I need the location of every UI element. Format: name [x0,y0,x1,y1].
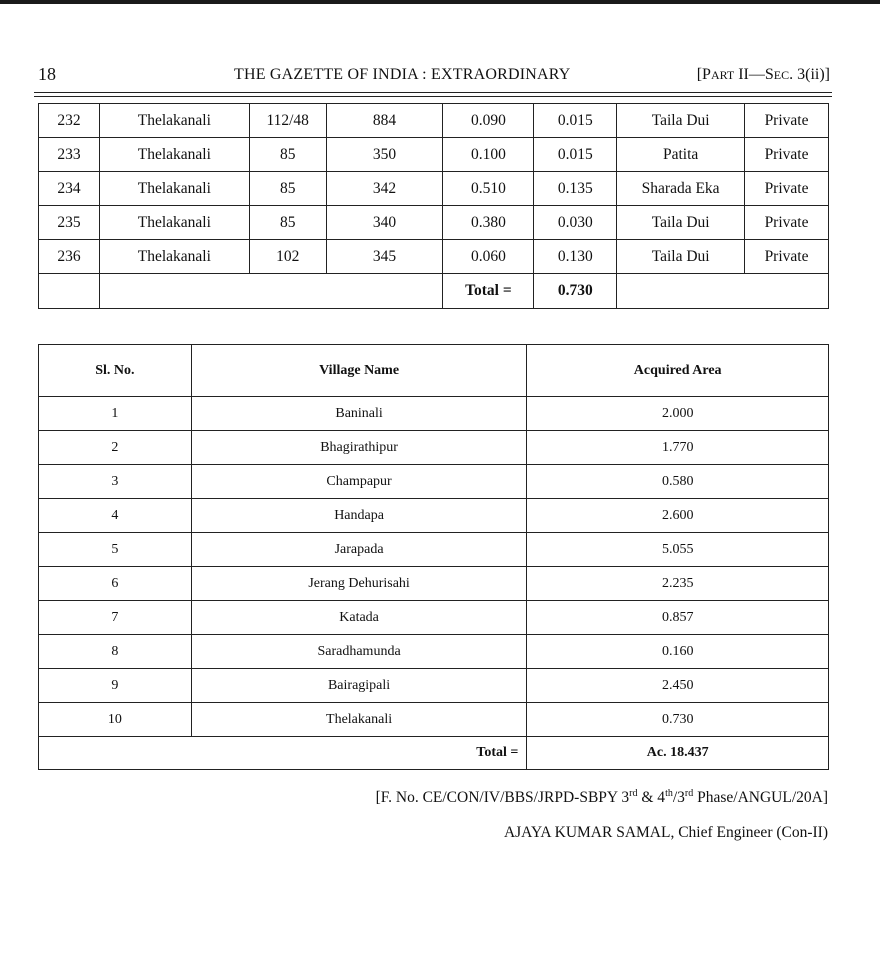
table-row [39,703,829,737]
table-cell: 2.450 [527,669,829,703]
table-cell: 234 [39,172,100,206]
table-cell: 6 [39,567,192,601]
table-row [39,635,829,669]
table-row [39,533,829,567]
table-cell: 884 [326,104,443,138]
table-cell: 0.015 [534,138,617,172]
table-row [39,669,829,703]
table-cell: Taila Dui [617,104,745,138]
table-cell: 0.730 [527,703,829,737]
table-row [39,431,829,465]
table-row [39,567,829,601]
plots-total-row [39,274,829,309]
table-cell: Patita [617,138,745,172]
table-cell: 235 [39,206,100,240]
table-cell: Champapur [191,465,527,499]
table-cell: 350 [326,138,443,172]
table-header-row [39,345,829,397]
table-cell: 0.135 [534,172,617,206]
table-row [39,172,829,206]
table-cell: Thelakanali [99,206,249,240]
table-cell: 345 [326,240,443,274]
table-cell: Private [745,240,829,274]
table-cell: 0.100 [443,138,534,172]
table-cell: Thelakanali [99,138,249,172]
total-value: 0.730 [534,274,617,309]
table-cell: Taila Dui [617,240,745,274]
table-cell: 2.235 [527,567,829,601]
total-label: Total = [443,274,534,309]
table-cell: 0.030 [534,206,617,240]
table-row [39,465,829,499]
table-cell: 0.857 [527,601,829,635]
table-cell: 85 [249,138,326,172]
table-cell: 2.000 [527,397,829,431]
gazette-header [38,64,830,86]
column-header: Sl. No. [39,345,192,397]
table-cell: 10 [39,703,192,737]
total-value: Ac. 18.437 [527,737,829,770]
table-row [39,240,829,274]
plots-table [38,103,829,309]
table-cell: Sharada Eka [617,172,745,206]
table-cell: 4 [39,499,192,533]
table-cell: 232 [39,104,100,138]
table-cell: 2.600 [527,499,829,533]
table-cell: 0.580 [527,465,829,499]
table-cell: Bairagipali [191,669,527,703]
table-cell: 0.380 [443,206,534,240]
table-cell: 7 [39,601,192,635]
table-cell: 1.770 [527,431,829,465]
table-cell: Handapa [191,499,527,533]
header-rule [34,92,832,93]
table-cell: 5 [39,533,192,567]
table-cell: 85 [249,206,326,240]
table-cell: 8 [39,635,192,669]
empty-cell [39,274,100,309]
table-cell: 1 [39,397,192,431]
table-cell: Private [745,172,829,206]
gazette-title: THE GAZETTE OF INDIA : EXTRAORDINARY [234,66,571,83]
village-total-row [39,737,829,770]
table-cell: Taila Dui [617,206,745,240]
signatory: AJAYA KUMAR SAMAL, Chief Engineer (Con-II) [503,824,828,841]
table-cell: 5.055 [527,533,829,567]
table-row [39,601,829,635]
table-cell: 0.510 [443,172,534,206]
empty-cell [99,274,443,309]
top-border [0,0,880,4]
table-cell: 0.015 [534,104,617,138]
table-cell: 0.160 [527,635,829,669]
table-cell: Thelakanali [99,172,249,206]
table-cell: Bhagirathipur [191,431,527,465]
table-row [39,499,829,533]
table-cell: Thelakanali [191,703,527,737]
table-cell: Thelakanali [99,240,249,274]
table-cell: 3 [39,465,192,499]
table-row [39,104,829,138]
table-cell: 0.090 [443,104,534,138]
table-cell: 102 [249,240,326,274]
table-cell: Private [745,206,829,240]
part-section: [PART II—SEC. 3(ii)] [696,66,830,83]
table-cell: 112/48 [249,104,326,138]
table-cell: 85 [249,172,326,206]
page-number: 18 [38,64,56,84]
table-cell: Baninali [191,397,527,431]
table-cell: 233 [39,138,100,172]
village-table [38,344,829,770]
table-cell: Jarapada [191,533,527,567]
table-cell: Thelakanali [99,104,249,138]
table-cell: 9 [39,669,192,703]
table-row [39,397,829,431]
table-cell: 2 [39,431,192,465]
table-cell: Private [745,138,829,172]
table-cell: 0.130 [534,240,617,274]
table-cell: 0.060 [443,240,534,274]
total-label: Total = [39,737,527,770]
table-row [39,206,829,240]
table-cell: 342 [326,172,443,206]
column-header: Acquired Area [527,345,829,397]
table-cell: Private [745,104,829,138]
header-rule [34,96,832,97]
table-cell: 340 [326,206,443,240]
table-row [39,138,829,172]
file-number: [F. No. CE/CON/IV/BBS/JRPD-SBPY 3rd & 4th/3rd Phase/ANGUL/20A] [375,788,828,806]
empty-cell [617,274,829,309]
table-cell: Katada [191,601,527,635]
table-cell: Saradhamunda [191,635,527,669]
table-cell: Jerang Dehurisahi [191,567,527,601]
column-header: Village Name [191,345,527,397]
table-cell: 236 [39,240,100,274]
